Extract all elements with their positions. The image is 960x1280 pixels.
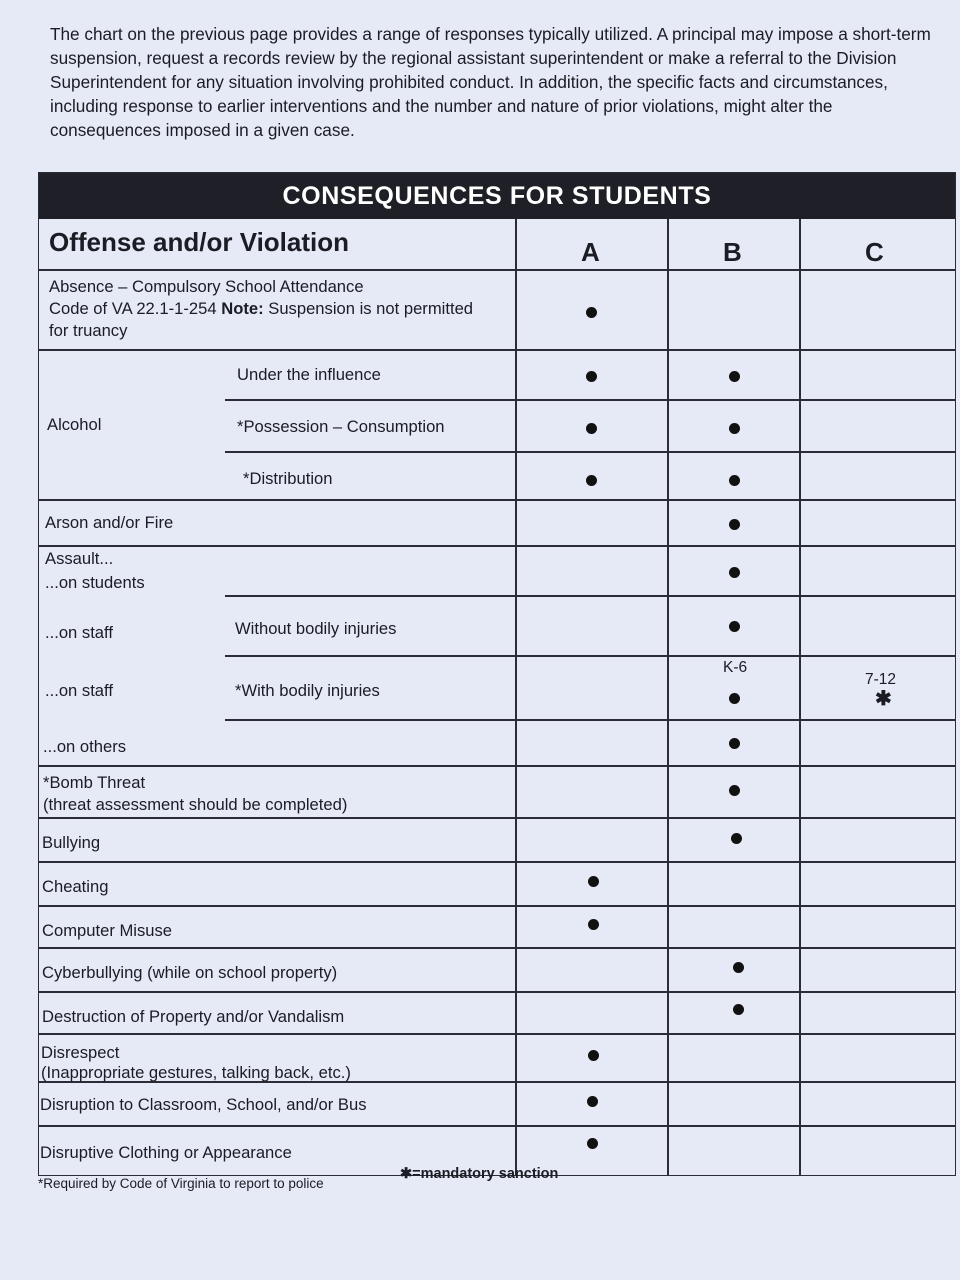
mark-dot [729,567,740,578]
grade-range-label: 7-12 [865,671,897,688]
offense-label: Disruptive Clothing or Appearance [40,1143,292,1162]
mark-dot [586,475,597,486]
grid-line [39,269,955,271]
sub-offense-label: Without bodily injuries [235,619,397,638]
mark-dot [731,833,742,844]
mark-dot [733,1004,744,1015]
grid-line [39,1125,955,1127]
mark-dot [588,1050,599,1061]
offense-label-line2: Code of VA 22.1-1-254 Note: Suspension is not permitted [49,299,474,318]
intro-paragraph: The chart on the previous page provides a range of responses typically utilized. A principal may impose a short-term suspension, request a records review by the regional assistant superintendent or make a referral to the Division Superintendent for any situation involving prohibited conduct. In addition, the specific facts and circumstances, including response to earlier interventions and the number and nature of prior violations, might alter the consequences imposed in a given case. [50,24,931,140]
offense-label: Absence – Compulsory School Attendance [49,277,364,296]
grid-line [39,349,955,351]
police-report-note: *Required by Code of Virginia to report to police [38,1176,324,1191]
offense-label: Disrespect [41,1043,120,1062]
grid-line [225,655,955,657]
sub-offense-label: *Possession – Consumption [237,417,445,436]
consequences-table [38,172,956,1176]
mark-dot [729,519,740,530]
grid-line [225,399,955,401]
column-header-a: A [581,237,600,267]
offense-label: ...on staff [45,623,113,642]
grid-line [225,595,955,597]
column-header-b: B [723,237,742,267]
offense-group-label: Alcohol [47,415,102,434]
mandatory-sanction-note: ✱=mandatory sanction [400,1166,559,1182]
offense-label: Cheating [42,877,109,896]
sub-offense-label: *With bodily injuries [235,681,380,700]
grid-line [39,861,955,863]
offense-column-header: Offense and/or Violation [49,227,350,257]
mark-dot [729,785,740,796]
mark-dot [586,371,597,382]
table-title: CONSEQUENCES FOR STUDENTS [39,173,955,219]
grid-line [39,545,955,547]
grid-line [225,719,955,721]
mark-dot [586,423,597,434]
offense-label-line2: (threat assessment should be completed) [43,795,348,814]
grade-range-label: K-6 [723,659,748,676]
grid-line [39,991,955,993]
grid-line [667,219,669,1175]
mark-dot [587,1096,598,1107]
mark-dot [729,621,740,632]
sub-offense-label: *Distribution [243,469,333,488]
grid-line [39,499,955,501]
mark-dot [729,371,740,382]
grid-line [39,765,955,767]
mark-dot [588,876,599,887]
offense-label: Destruction of Property and/or Vandalism [42,1007,345,1026]
sub-offense-label: Under the influence [237,365,381,384]
mark-dot [586,307,597,318]
grid-line [39,817,955,819]
grid-line [39,1033,955,1035]
offense-label: ...on staff [45,681,113,700]
column-header-c: C [865,237,884,267]
offense-label: Disruption to Classroom, School, and/or Bus [40,1095,367,1114]
offense-label-line2: (Inappropriate gestures, talking back, etc.) [41,1063,351,1082]
offense-label: Computer Misuse [42,921,173,940]
mandatory-sanction-icon: ✱ [875,688,892,710]
mark-dot [729,738,740,749]
mark-dot [729,423,740,434]
grid-line [515,219,517,1175]
grid-line [39,905,955,907]
offense-label: Bullying [42,833,101,852]
mark-dot [729,693,740,704]
mark-dot [588,919,599,930]
grid-line [225,451,955,453]
offense-label-line2: ...on students [45,573,145,592]
offense-label: Cyberbullying (while on school property) [42,963,338,982]
grid-line [799,219,801,1175]
offense-label: ...on others [43,737,127,756]
offense-label: Arson and/or Fire [45,513,174,532]
grid-line [39,947,955,949]
mark-dot [729,475,740,486]
offense-label-line3: for truancy [49,321,128,340]
mark-dot [587,1138,598,1149]
offense-label: *Bomb Threat [43,773,146,792]
mark-dot [733,962,744,973]
offense-label: Assault... [45,549,114,568]
